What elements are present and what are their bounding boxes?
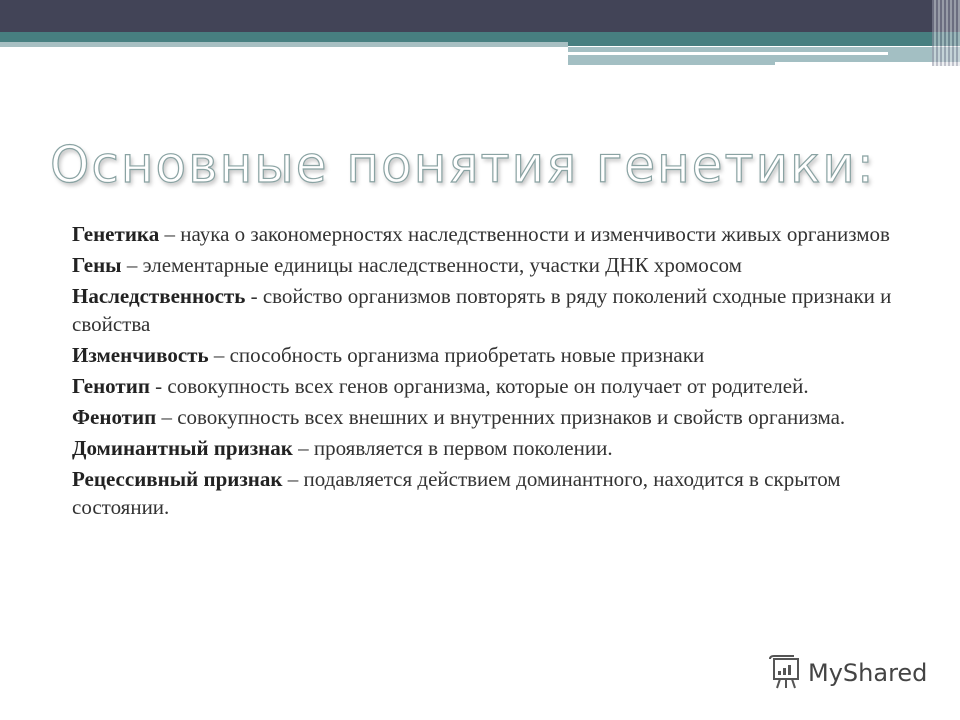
definition: - совокупность всех генов организма, которые он получает от родителей. — [149, 374, 809, 398]
list-item — [72, 341, 912, 369]
term: Генетика — [72, 222, 160, 246]
list-item — [72, 465, 912, 521]
definition: - свойство организмов повторять в ряду поколений сходные признаки и свойства — [72, 284, 892, 336]
definition: – наука о закономерностях наследственности и изменчивости живых организмов — [159, 222, 890, 246]
term: Фенотип — [72, 405, 157, 429]
presentation-board-icon — [768, 655, 802, 691]
slide-title: Основные понятия генетики: — [50, 136, 876, 194]
term: Наследственность — [72, 284, 246, 308]
definition: – способность организма приобретать новые признаки — [208, 343, 705, 367]
term: Изменчивость — [72, 343, 209, 367]
term: Гены — [72, 253, 122, 277]
term: Рецессивный признак — [72, 467, 283, 491]
term: Доминантный признак — [72, 436, 293, 460]
list-item — [72, 282, 912, 338]
list-item — [72, 403, 912, 431]
myshared-watermark — [768, 655, 927, 691]
header-stripe — [568, 52, 888, 55]
definition: – совокупность всех внешних и внутренних признаков и свойств организма. — [156, 405, 846, 429]
header-band-light — [0, 42, 568, 47]
header-edge — [932, 0, 960, 66]
definitions-list — [72, 220, 912, 524]
definition: – подавляется действием доминантного, находится в скрытом состоянии. — [72, 467, 841, 519]
definition: – элементарные единицы наследственности, участки ДНК хромосом — [121, 253, 742, 277]
list-item — [72, 251, 912, 279]
list-item — [72, 434, 912, 462]
watermark-text: MyShared — [808, 659, 928, 687]
term: Генотип — [72, 374, 150, 398]
list-item — [72, 220, 912, 248]
header-band-dark — [0, 0, 960, 32]
list-item — [72, 372, 912, 400]
definition: – проявляется в первом поколении. — [292, 436, 613, 460]
